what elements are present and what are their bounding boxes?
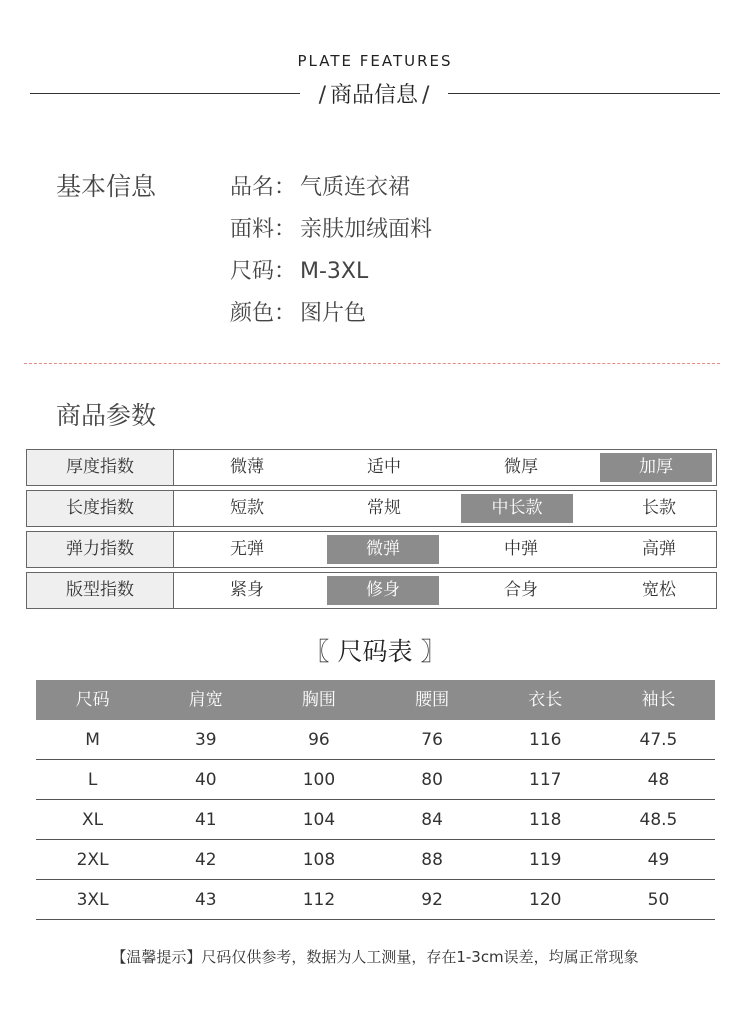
param-option: 高弹 xyxy=(642,539,676,559)
param-option: 无弹 xyxy=(230,539,264,559)
header-chinese-text: 商品信息 xyxy=(329,83,418,108)
param-label: 厚度指数 xyxy=(27,450,174,485)
table-cell: 84 xyxy=(421,810,443,830)
table-cell: 88 xyxy=(421,850,443,870)
table-cell: 50 xyxy=(647,890,670,910)
table-cell: 80 xyxy=(421,770,443,790)
table-row xyxy=(36,840,715,880)
param-label: 版型指数 xyxy=(27,573,174,608)
table-cell: 76 xyxy=(421,730,443,750)
param-option: 微弹 xyxy=(327,535,439,564)
info-label: 尺码： xyxy=(230,259,297,284)
table-cell: 3XL xyxy=(76,890,109,910)
table-cell: 118 xyxy=(529,810,562,830)
param-option: 微厚 xyxy=(504,457,538,477)
info-row-name xyxy=(230,170,410,201)
table-cell: XL xyxy=(82,810,104,830)
table-cell: 92 xyxy=(421,890,443,910)
param-label: 弹力指数 xyxy=(27,532,174,567)
header-divider-right xyxy=(448,93,720,94)
info-value: 亲肤加绒面料 xyxy=(300,217,433,242)
header-cell: 袖长 xyxy=(641,690,676,710)
param-option: 宽松 xyxy=(642,580,676,600)
basic-info-title: 基本信息 xyxy=(56,172,157,201)
param-row-thickness xyxy=(26,449,717,486)
table-cell: 116 xyxy=(529,730,562,750)
table-cell: 119 xyxy=(529,850,562,870)
info-label: 品名： xyxy=(230,175,297,200)
table-row xyxy=(36,800,715,840)
param-row-elasticity xyxy=(26,531,717,568)
table-cell: 43 xyxy=(194,890,217,910)
table-row xyxy=(36,720,715,760)
header-english-title: PLATE FEATURES xyxy=(297,52,453,70)
table-row xyxy=(36,880,715,920)
param-option: 常规 xyxy=(367,498,401,518)
table-cell: 96 xyxy=(308,730,330,750)
info-label: 颜色： xyxy=(230,301,297,326)
table-cell: 112 xyxy=(302,890,336,910)
table-cell: 120 xyxy=(529,890,562,910)
param-row-length xyxy=(26,490,717,527)
param-option: 中长款 xyxy=(461,494,573,523)
table-cell: 49 xyxy=(647,850,670,870)
table-cell: 48 xyxy=(647,770,670,790)
info-row-color xyxy=(230,296,366,327)
param-option: 适中 xyxy=(367,457,401,477)
header-cell: 胸围 xyxy=(301,690,336,710)
info-value: 气质连衣裙 xyxy=(300,175,411,200)
header-slash-right: / xyxy=(422,83,430,108)
param-option: 微薄 xyxy=(230,457,264,477)
table-cell: 41 xyxy=(194,810,217,830)
param-option: 中弹 xyxy=(504,539,538,559)
header-chinese-title xyxy=(300,78,448,109)
param-option: 加厚 xyxy=(600,453,712,482)
table-cell: M xyxy=(85,730,100,750)
param-option: 合身 xyxy=(504,580,538,600)
param-row-fit xyxy=(26,572,717,609)
dashed-divider xyxy=(24,363,720,364)
table-cell: 108 xyxy=(302,850,336,870)
params-title: 商品参数 xyxy=(56,401,157,430)
size-table-header xyxy=(36,680,715,720)
header-cell: 腰围 xyxy=(415,690,450,710)
table-row xyxy=(36,760,715,800)
table-cell: 47.5 xyxy=(639,730,678,750)
header-divider-left xyxy=(30,93,300,94)
table-cell: 117 xyxy=(529,770,562,790)
param-option: 修身 xyxy=(327,576,439,605)
table-cell: 48.5 xyxy=(639,810,678,830)
info-value: 图片色 xyxy=(300,301,367,326)
table-cell: 39 xyxy=(194,730,217,750)
table-cell: L xyxy=(87,770,98,790)
param-option: 长款 xyxy=(642,498,676,518)
size-table xyxy=(36,680,715,920)
header-slash-left: / xyxy=(318,83,326,108)
info-row-size xyxy=(230,254,368,285)
info-row-fabric xyxy=(230,212,432,243)
table-cell: 104 xyxy=(302,810,336,830)
info-value: M-3XL xyxy=(300,259,369,284)
header-cell: 尺码 xyxy=(75,690,110,710)
param-label: 长度指数 xyxy=(27,491,174,526)
table-cell: 40 xyxy=(194,770,217,790)
table-cell: 42 xyxy=(194,850,217,870)
info-label: 面料： xyxy=(230,217,297,242)
header-cell: 肩宽 xyxy=(188,690,223,710)
param-option: 短款 xyxy=(230,498,264,518)
table-cell: 100 xyxy=(302,770,336,790)
header-cell: 衣长 xyxy=(528,690,563,710)
table-cell: 2XL xyxy=(76,850,109,870)
size-table-title: 〖 尺码表 〗 xyxy=(304,637,446,666)
size-tip-note: 【温馨提示】尺码仅供参考，数据为人工测量，存在1-3cm误差，均属正常现象 xyxy=(111,948,639,966)
param-option: 紧身 xyxy=(230,580,264,600)
